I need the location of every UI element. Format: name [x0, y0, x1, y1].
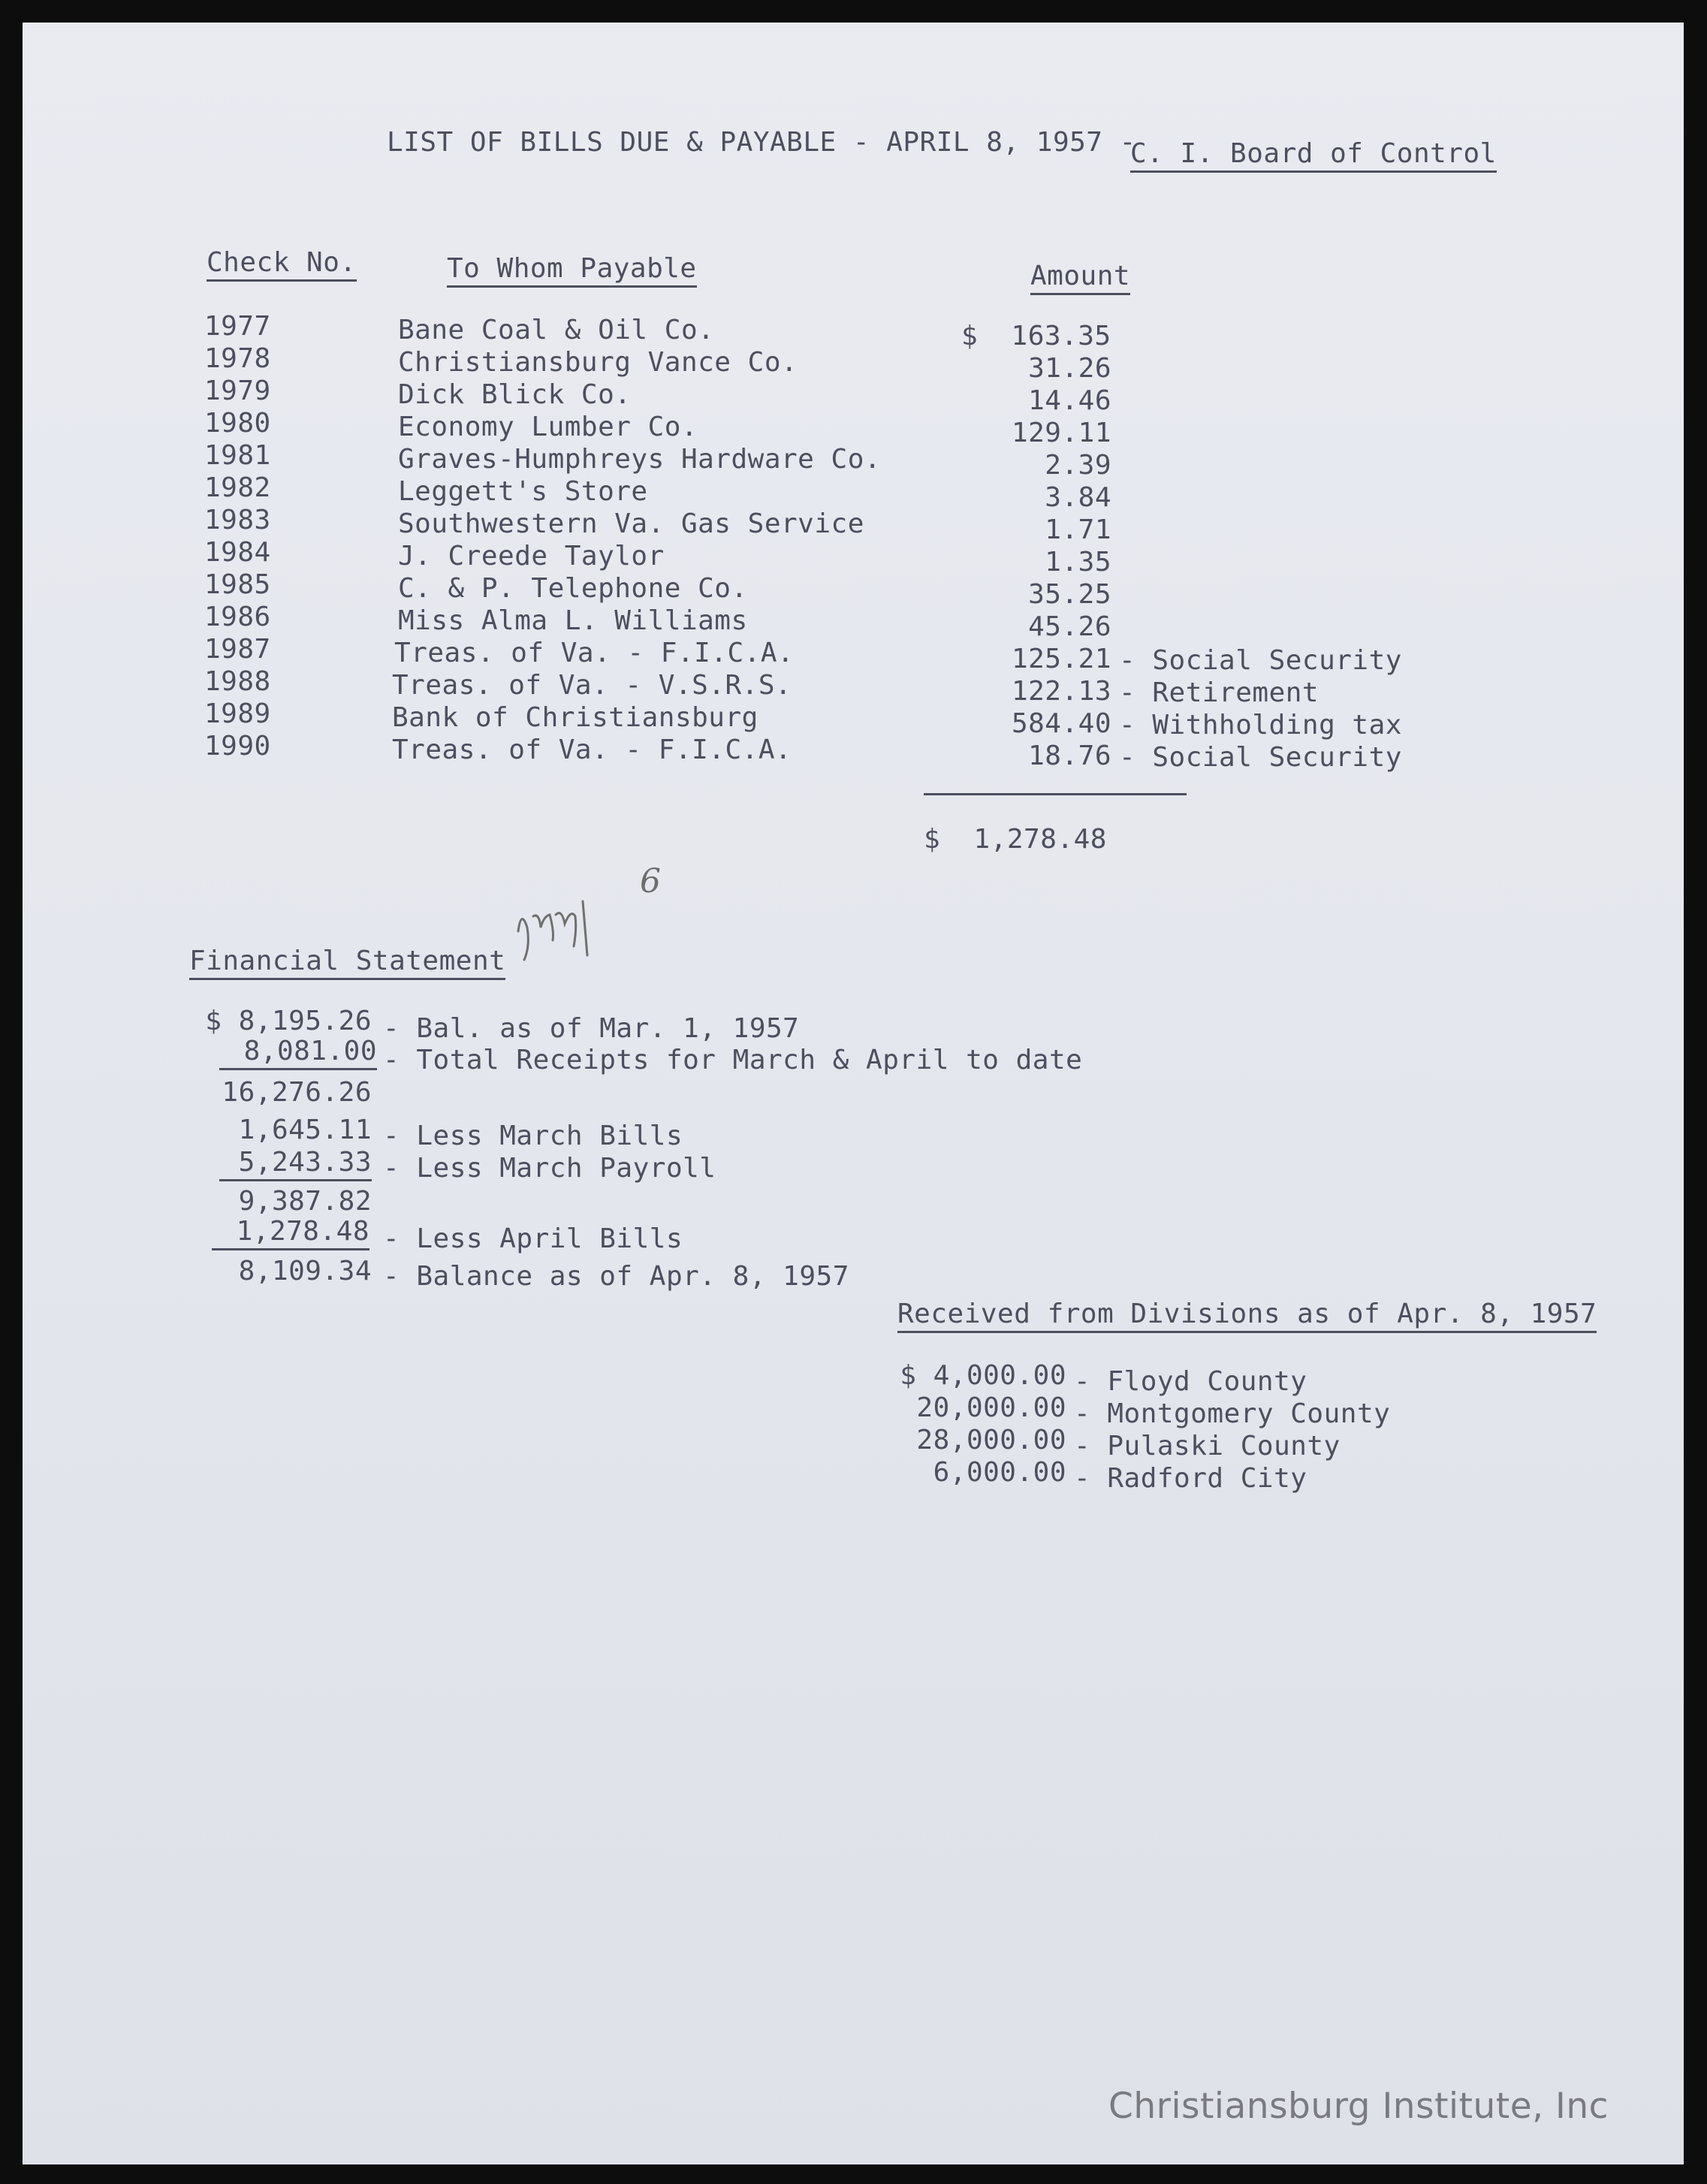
total-rule — [924, 793, 1187, 795]
amount: $ 163.35 — [961, 321, 1111, 351]
amount: 3.84 — [1045, 482, 1111, 513]
payee: Miss Alma L. Williams — [398, 605, 748, 636]
check-number: 1983 — [204, 505, 271, 535]
bills-total: $ 1,278.48 — [924, 824, 1107, 855]
amount: 31.26 — [1028, 353, 1111, 384]
divisions-heading: Received from Divisions as of Apr. 8, 1957 — [897, 1299, 1597, 1333]
division-name: - Floyd County — [1074, 1366, 1307, 1397]
check-number: 1978 — [204, 343, 271, 374]
payee: Graves-Humphreys Hardware Co. — [398, 444, 882, 475]
amount: 122.13 — [1011, 676, 1111, 707]
payee: Dick Blick Co. — [398, 379, 632, 410]
check-number: 1984 — [204, 537, 271, 568]
statement-description: - Bal. as of Mar. 1, 1957 — [383, 1013, 800, 1044]
document-title: LIST OF BILLS DUE & PAYABLE - APRIL 8, 1957 - — [387, 127, 1136, 158]
amount: 1.35 — [1045, 547, 1111, 578]
division-amount: 20,000.00 — [916, 1392, 1066, 1423]
check-number: 1988 — [204, 666, 271, 697]
statement-description: - Total Receipts for March & April to date — [383, 1045, 1083, 1075]
amount: 129.11 — [1011, 418, 1111, 448]
note: - Social Security — [1119, 742, 1402, 773]
payee: Treas. of Va. - V.S.R.S. — [392, 670, 792, 701]
note: - Retirement — [1119, 677, 1319, 708]
amount: 45.26 — [1028, 611, 1111, 642]
statement-amount: 5,243.33 — [219, 1148, 372, 1181]
payee: J. Creede Taylor — [398, 541, 665, 572]
amount: 14.46 — [1028, 385, 1111, 416]
check-number: 1985 — [204, 569, 271, 600]
amount: 584.40 — [1011, 708, 1111, 739]
note: - Social Security — [1119, 645, 1402, 676]
statement-description: - Less March Bills — [383, 1121, 683, 1151]
check-number: 1982 — [204, 472, 271, 503]
statement-description: - Less March Payroll — [383, 1153, 716, 1184]
check-number: 1990 — [204, 731, 271, 762]
statement-amount: 8,109.34 — [238, 1256, 372, 1287]
financial-statement-heading: Financial Statement — [189, 946, 505, 980]
payee: Bank of Christiansburg — [392, 702, 758, 733]
column-header-payee: To Whom Payable — [447, 254, 697, 288]
column-header-check-no: Check No. — [207, 248, 357, 282]
note: - Withholding tax — [1119, 710, 1402, 741]
check-number: 1987 — [204, 634, 271, 665]
check-number: 1986 — [204, 602, 271, 632]
statement-amount: 1,278.48 — [212, 1217, 369, 1250]
check-number: 1981 — [204, 440, 271, 471]
amount: 18.76 — [1028, 741, 1111, 771]
statement-amount: $ 8,195.26 — [205, 1006, 372, 1036]
column-header-amount: Amount — [1030, 261, 1130, 295]
division-name: - Pulaski County — [1074, 1431, 1341, 1462]
check-number: 1979 — [204, 376, 271, 406]
amount: 125.21 — [1011, 644, 1111, 674]
payee: Leggett's Store — [398, 476, 648, 507]
watermark: Christiansburg Institute, Inc — [1108, 2086, 1609, 2127]
payee: C. & P. Telephone Co. — [398, 573, 748, 604]
amount: 35.25 — [1028, 579, 1111, 610]
document-organization: C. I. Board of Control — [1130, 139, 1497, 173]
division-name: - Montgomery County — [1074, 1398, 1391, 1429]
division-amount: 6,000.00 — [933, 1457, 1066, 1488]
statement-amount: 16,276.26 — [222, 1077, 372, 1108]
payee: Treas. of Va. - F.I.C.A. — [392, 735, 792, 765]
division-amount: $ 4,000.00 — [900, 1360, 1066, 1391]
payee: Christiansburg Vance Co. — [398, 347, 798, 378]
payee: Bane Coal & Oil Co. — [398, 315, 715, 345]
check-number: 1977 — [204, 311, 271, 342]
statement-description: - Balance as of Apr. 8, 1957 — [383, 1261, 849, 1292]
statement-amount: 8,081.00 — [219, 1036, 377, 1070]
statement-amount: 1,645.11 — [238, 1115, 372, 1145]
amount: 1.71 — [1045, 514, 1111, 545]
payee: Southwestern Va. Gas Service — [398, 508, 864, 539]
payee: Economy Lumber Co. — [398, 412, 698, 442]
check-number: 1980 — [204, 408, 271, 439]
check-number: 1989 — [204, 698, 271, 729]
statement-description: - Less April Bills — [383, 1223, 683, 1254]
handwritten-initials — [511, 886, 608, 969]
division-amount: 28,000.00 — [916, 1425, 1066, 1455]
payee: Treas. of Va. - F.I.C.A. — [394, 638, 795, 668]
amount: 2.39 — [1045, 450, 1111, 481]
document-page — [23, 23, 1684, 2164]
handwritten-mark-6: 6 — [640, 862, 661, 900]
statement-amount: 9,387.82 — [238, 1186, 372, 1217]
division-name: - Radford City — [1074, 1463, 1307, 1494]
